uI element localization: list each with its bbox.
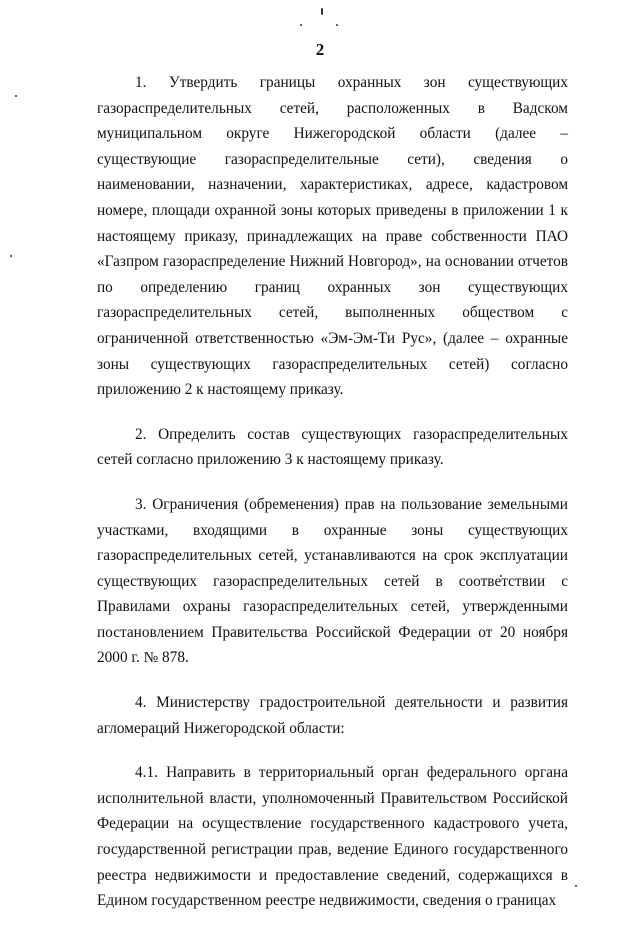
paragraph-2: 2. Определить состав существующих газораспределительных сетей согласно приложению 3 к настоящему приказу. [97,425,568,469]
document-body [97,70,568,933]
paragraph-4-1: 4.1. Направить в территориальный орган федерального органа исполнительной власти, уполномоченный Правительством Российской Федерации на осуществление государственного кадастрового учета, государственной регистрации прав, ведение Единого государственного реестра недвижимости и предоставление сведений, содержащихся в Едином государственном реестре недвижимости, сведения о границах [97,764,568,910]
paragraph-3: 3. Ограничения (обременения) прав на пользование земельными участками, входящими в охранные зоны существующих газораспределительных сетей, устанавливаются на срок эксплуатации существующих газораспределительных сетей в соответствии с Правилами охраны газораспределительных сетей, утвержденными постановлением Правительства Российской Федерации от 20 ноября 2000 г. № 878. [97,495,568,667]
paragraph-1: 1. Утвердить границы охранных зон существующих газораспределительных сетей, расположенных в Вадском муниципальном округе Нижегородской области (далее – существующие газораспределительные сети), сведения о наименовании, назначении, характеристиках, адресе, кадастровом номере, площади охранной зоны которых приведены в приложении 1 к настоящему приказу, принадлежащих на праве собственности ПАО «Газпром газораспределение Нижний Новгород», на основании отчетов по определению границ охранных зон существующих газораспределительных сетей, выполненных обществом с ограниченной ответственностью «Эм-Эм-Ти Рус», (далее – охранные зоны существующих газораспределительных сетей) согласно приложению 2 к настоящему приказу. [97,74,568,399]
page-number: 2 [315,40,325,59]
paragraph-4: 4. Министерству градостроительной деятельности и развития агломераций Нижегородской области: [97,694,568,737]
